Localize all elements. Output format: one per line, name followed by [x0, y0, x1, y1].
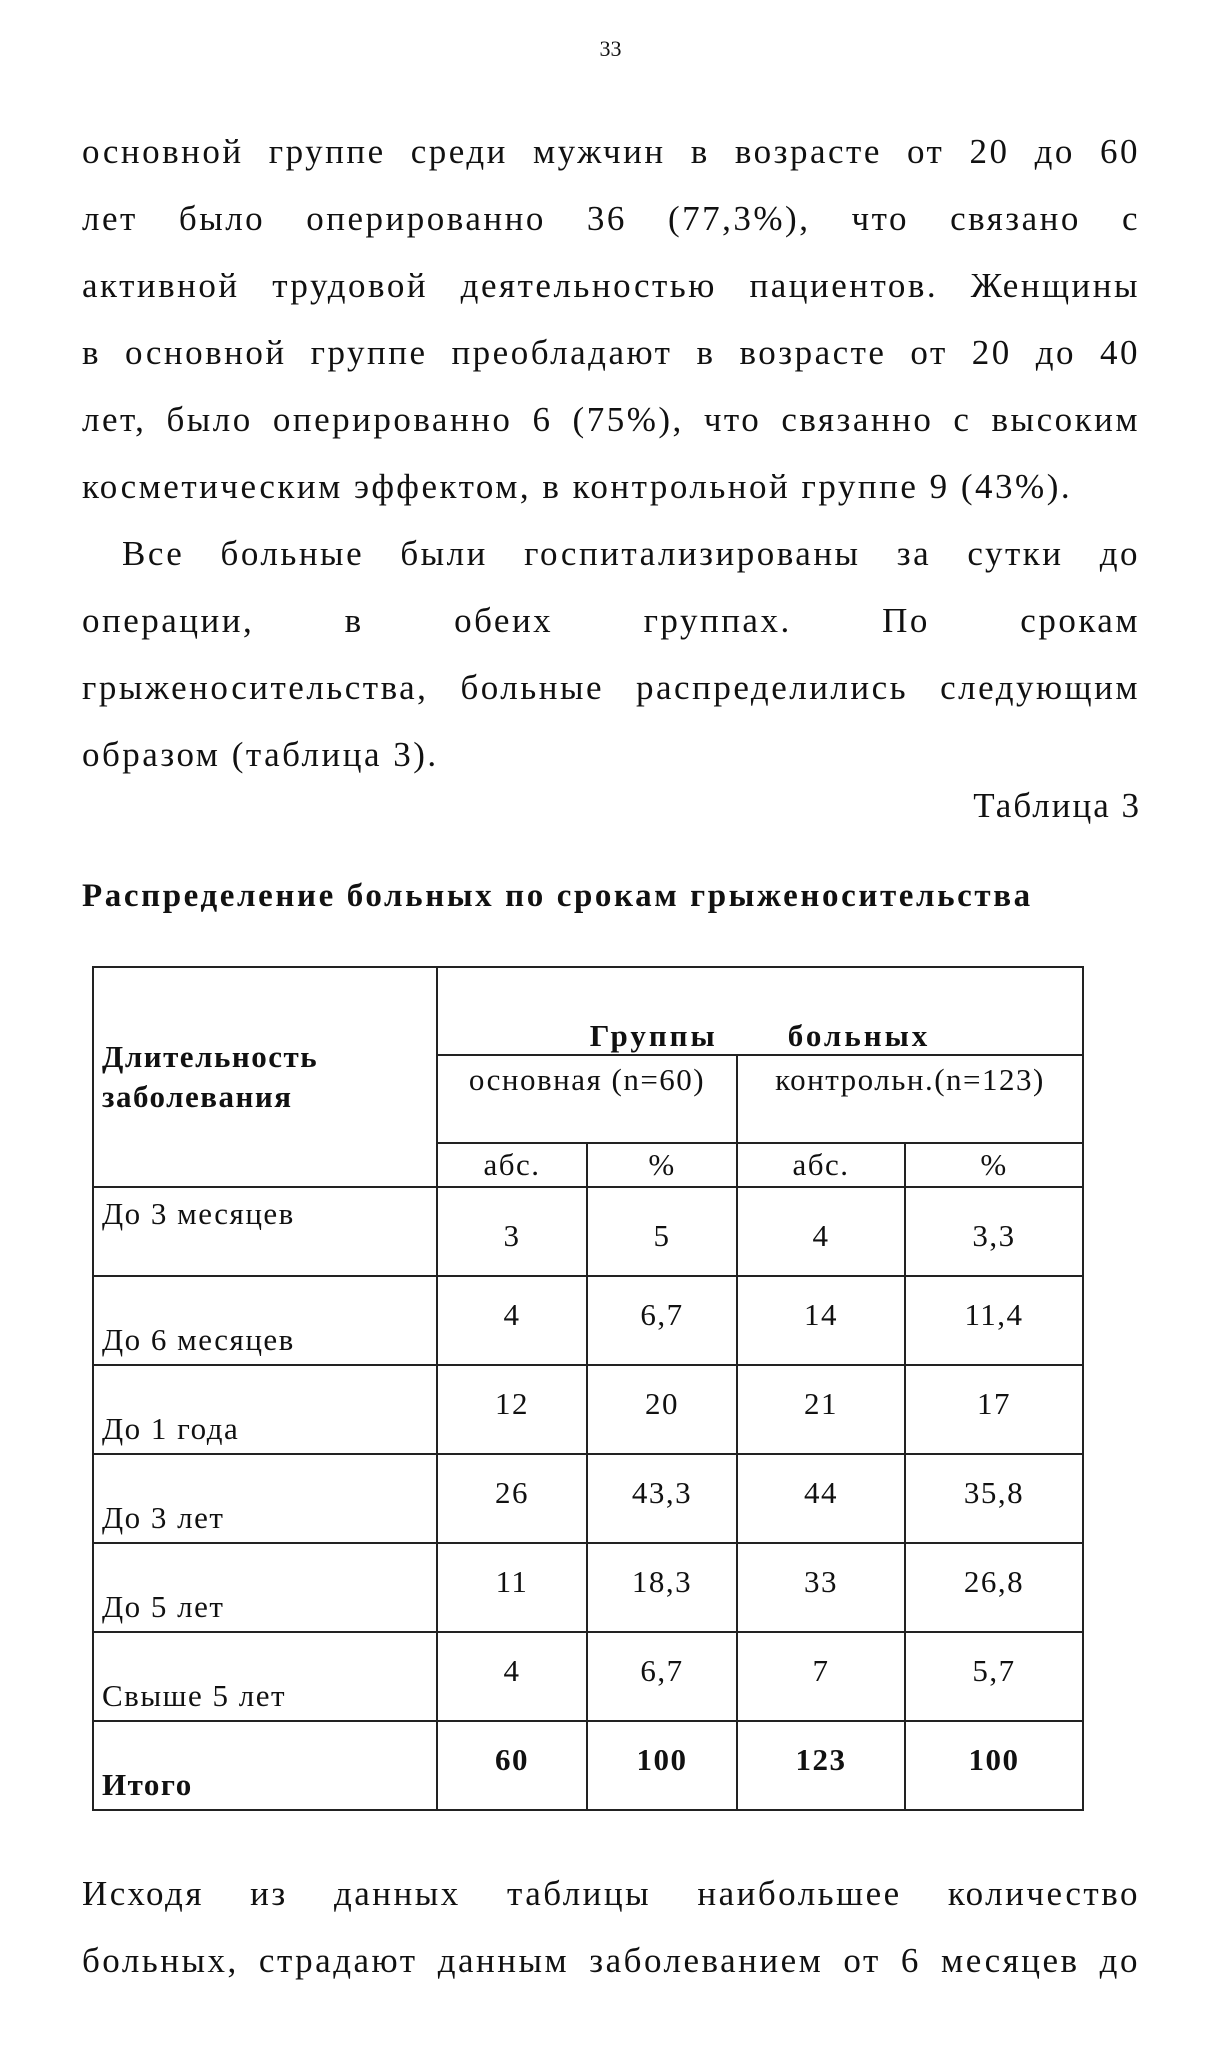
- table-row: [93, 1187, 1083, 1276]
- paragraph-2: [82, 520, 1140, 788]
- text-line: операции, в обеих группах. По срокам: [82, 601, 1140, 640]
- cell-main-pct: 20: [587, 1365, 737, 1454]
- cell-ctrl-abs: 21: [737, 1365, 905, 1454]
- stub-header-line: заболевания: [102, 1079, 293, 1114]
- table-row: [93, 1632, 1083, 1721]
- cell-ctrl-abs: 33: [737, 1543, 905, 1632]
- cell-ctrl-abs: 4: [737, 1187, 905, 1276]
- col-pct-header: %: [587, 1143, 737, 1187]
- col-abs-header: абс.: [437, 1143, 587, 1187]
- cell-ctrl-pct: 3,3: [905, 1187, 1083, 1276]
- cell-ctrl-pct: 35,8: [905, 1454, 1083, 1543]
- cell-main-pct: 5: [587, 1187, 737, 1276]
- cell-main-pct: 6,7: [587, 1276, 737, 1365]
- row-label: До 6 месяцев: [93, 1276, 437, 1365]
- cell-main-pct: 18,3: [587, 1543, 737, 1632]
- cell-main-abs: 12: [437, 1365, 587, 1454]
- row-label: До 5 лет: [93, 1543, 437, 1632]
- cell-main-abs: 26: [437, 1454, 587, 1543]
- row-label: До 1 года: [93, 1365, 437, 1454]
- table-row: [93, 1365, 1083, 1454]
- text-line: Исходя из данных таблицы наибольшее количество: [82, 1874, 1140, 1913]
- text-line: в основной группе преобладают в возрасте от 20 до 40: [82, 333, 1140, 372]
- data-table: [92, 966, 1084, 1811]
- row-label: До 3 месяцев: [93, 1187, 437, 1276]
- table-label: Таблица 3: [973, 786, 1141, 825]
- cell-total-ctrl-abs: 123: [737, 1721, 905, 1810]
- text-line: грыженосительства, больные распределились следующим: [82, 668, 1140, 707]
- row-label: До 3 лет: [93, 1454, 437, 1543]
- text-line: Все больные были госпитализированы за сутки до: [122, 534, 1140, 573]
- row-label: Свыше 5 лет: [93, 1632, 437, 1721]
- cell-ctrl-abs: 7: [737, 1632, 905, 1721]
- col-pct-header: %: [905, 1143, 1083, 1187]
- table-header-row: [93, 967, 1083, 1055]
- total-label: Итого: [93, 1721, 437, 1810]
- col-abs-header: абс.: [737, 1143, 905, 1187]
- text-line: образом (таблица 3).: [82, 735, 439, 774]
- cell-main-abs: 4: [437, 1276, 587, 1365]
- cell-total-main-pct: 100: [587, 1721, 737, 1810]
- text-line: косметическим эффектом, в контрольной группе 9 (43%).: [82, 467, 1073, 506]
- table-row: [93, 1276, 1083, 1365]
- cell-total-main-abs: 60: [437, 1721, 587, 1810]
- cell-ctrl-pct: 17: [905, 1365, 1083, 1454]
- table-row: [93, 1543, 1083, 1632]
- text-line: активной трудовой деятельностью пациентов. Женщины: [82, 266, 1140, 305]
- table-row: [93, 1454, 1083, 1543]
- paragraph-1: [82, 118, 1140, 520]
- stub-header-line: Длительность: [102, 1039, 319, 1074]
- cell-ctrl-abs: 44: [737, 1454, 905, 1543]
- text-line: лет, было оперированно 6 (75%), что связанно с высоким: [82, 400, 1140, 439]
- cell-main-abs: 11: [437, 1543, 587, 1632]
- cell-main-pct: 6,7: [587, 1632, 737, 1721]
- groups-header-word: Группы: [589, 1018, 718, 1053]
- groups-header-word: больных: [787, 1018, 931, 1053]
- cell-main-abs: 3: [437, 1187, 587, 1276]
- text-line: лет было оперированно 36 (77,3%), что связано с: [82, 199, 1140, 238]
- cell-main-abs: 4: [437, 1632, 587, 1721]
- text-line: больных, страдают данным заболеванием от 6 месяцев до: [82, 1941, 1140, 1980]
- text-line: основной группе среди мужчин в возрасте от 20 до 60: [82, 132, 1140, 171]
- cell-ctrl-abs: 14: [737, 1276, 905, 1365]
- group-main-header: основная (n=60): [437, 1055, 737, 1143]
- paragraph-3: [82, 1860, 1140, 1994]
- groups-header: [437, 967, 1083, 1055]
- cell-ctrl-pct: 5,7: [905, 1632, 1083, 1721]
- cell-total-ctrl-pct: 100: [905, 1721, 1083, 1810]
- table-title: Распределение больных по срокам грыженосительства: [82, 878, 1033, 914]
- table-total-row: [93, 1721, 1083, 1810]
- cell-main-pct: 43,3: [587, 1454, 737, 1543]
- group-control-header: контрольн.(n=123): [737, 1055, 1083, 1143]
- stub-header: [93, 967, 437, 1187]
- cell-ctrl-pct: 11,4: [905, 1276, 1083, 1365]
- cell-ctrl-pct: 26,8: [905, 1543, 1083, 1632]
- page-number: 33: [599, 36, 622, 61]
